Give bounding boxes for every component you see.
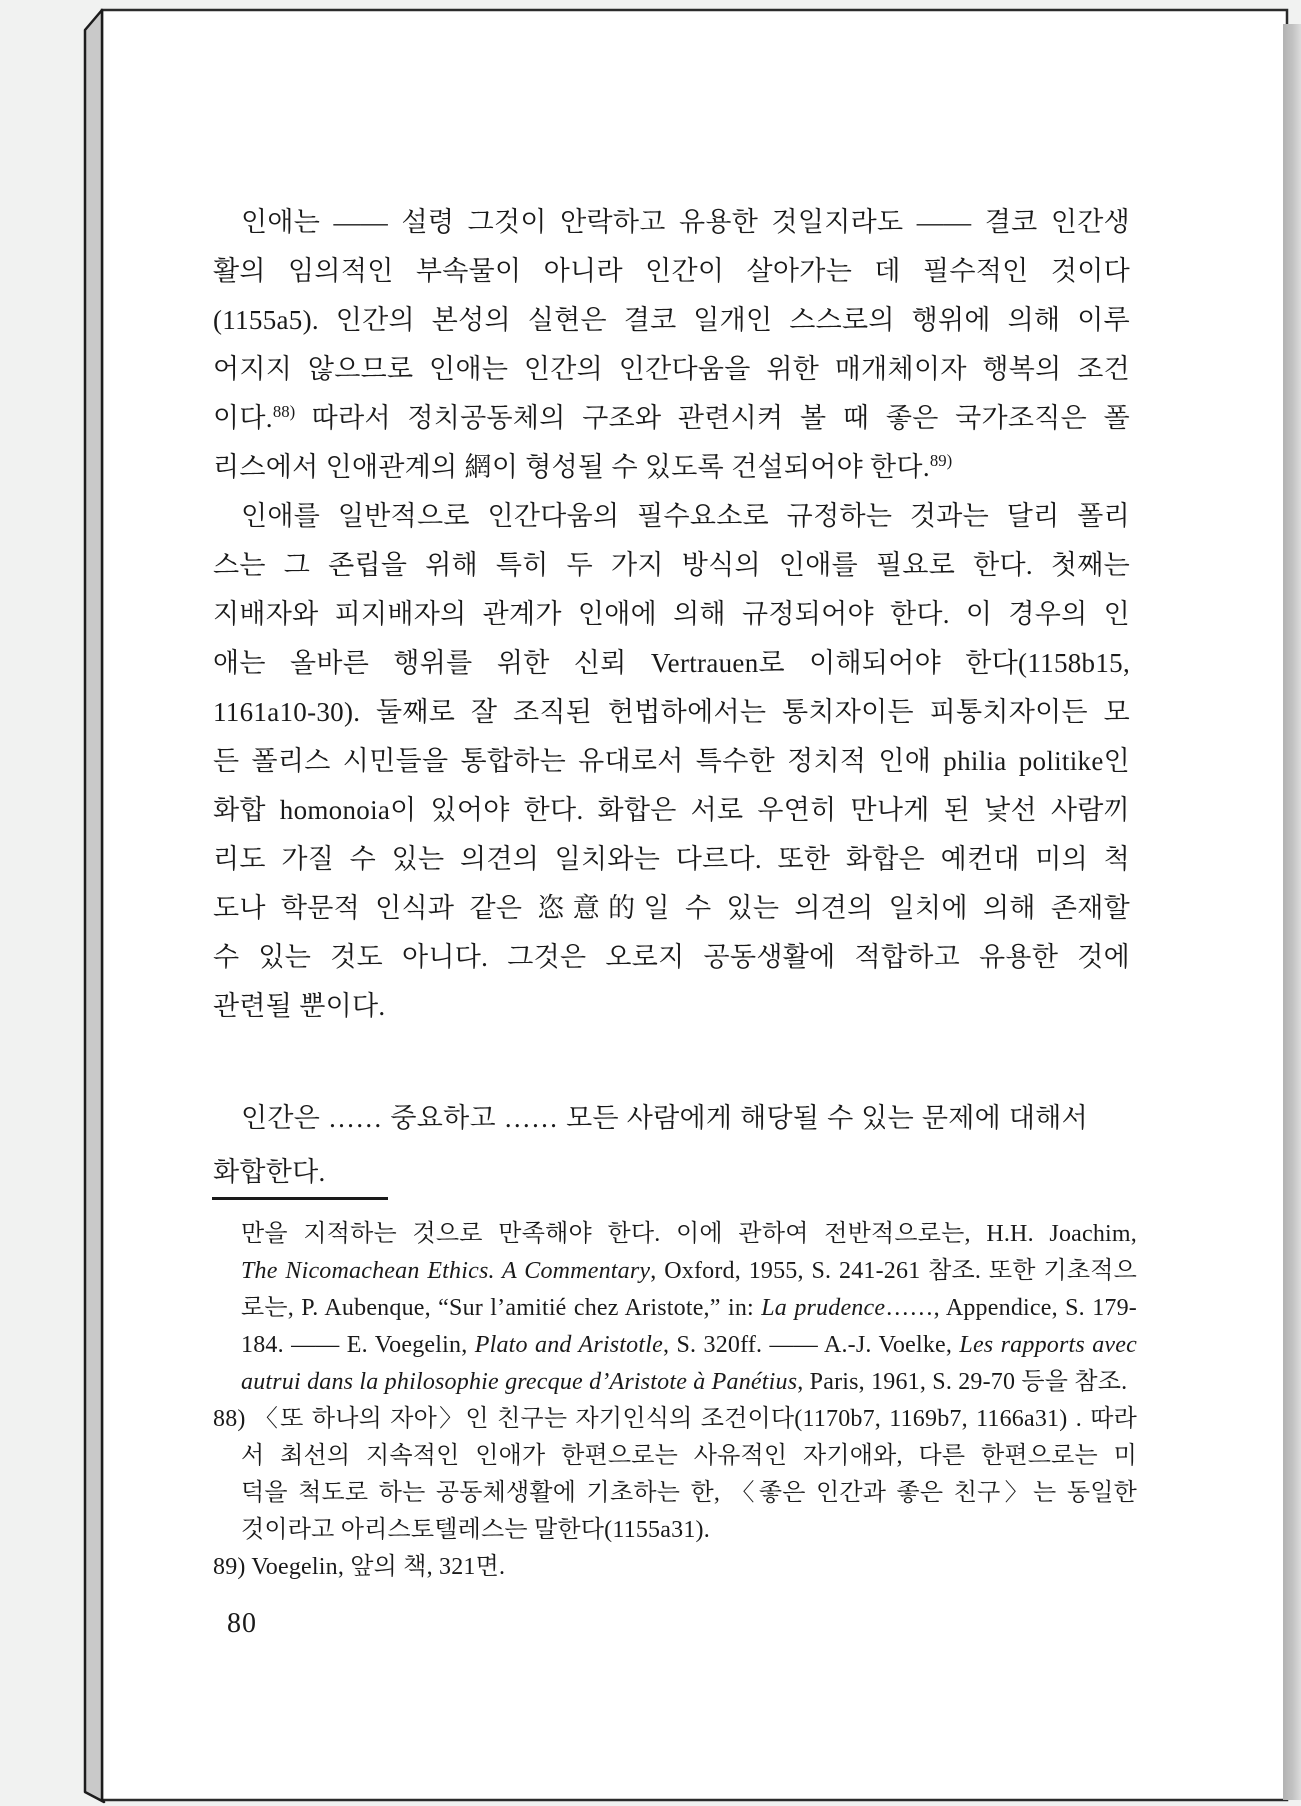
- text-line: 도나 학문적 인식과 같은 恣意的일 수 있는 의견의 일치에 의해 존재할: [213, 893, 1130, 923]
- text-line: 것이라고 아리스토텔레스는 말한다(1155a31).: [241, 1517, 710, 1543]
- text-line: autrui dans la philosophie grecque d’Aristote à Panétius, Paris, 1961, S. 29-70 등을 참조.: [241, 1369, 1128, 1395]
- text-line: 184. ―― E. Voegelin, Plato and Aristotle, S. 320ff. ―― A.-J. Voelke, Les rapports avec: [241, 1332, 1137, 1358]
- spine-edge: [85, 10, 104, 1802]
- text-line: 88) 〈또 하나의 자아〉인 친구는 자기인식의 조건이다(1170b7, 1169b7, 1166a31) . 따라: [213, 1406, 1137, 1432]
- text-line: 관련될 뿐이다.: [213, 991, 386, 1021]
- text-line: 어지지 않으므로 인애는 인간의 인간다움을 위한 매개체이자 행복의 조건: [213, 354, 1130, 384]
- text-line: 인애는 ―― 설령 그것이 안락하고 유용한 것일지라도 ―― 결코 인간생: [241, 207, 1130, 237]
- text-line: 덕을 척도로 하는 공동체생활에 기초하는 한, 〈좋은 인간과 좋은 친구〉는 동일한: [241, 1480, 1137, 1506]
- text-line: 로는, P. Aubenque, “Sur l’amitié chez Aristote,” in: La prudence……, Appendice, S. 179-: [241, 1295, 1137, 1321]
- text-line: 1161a10-30). 둘째로 잘 조직된 헌법하에서는 통치자이든 피통치자이든 모: [213, 697, 1130, 727]
- page-number: 80: [227, 1608, 257, 1639]
- text-line: 화합한다.: [213, 1157, 326, 1187]
- text-line: The Nicomachean Ethics. A Commentary, Oxford, 1955, S. 241-261 참조. 또한 기초적으: [241, 1258, 1137, 1284]
- text-line: (1155a5). 인간의 본성의 실현은 결코 일개인 스스로의 행위에 의해 이루: [213, 305, 1130, 335]
- text-line: 인간은 …… 중요하고 …… 모든 사람에게 해당될 수 있는 문제에 대해서: [241, 1103, 1088, 1133]
- text-line: 든 폴리스 시민들을 통합하는 유대로서 특수한 정치적 인애 philia politike인: [213, 746, 1130, 776]
- text-line: 수 있는 것도 아니다. 그것은 오로지 공동생활에 적합하고 유용한 것에: [213, 942, 1130, 972]
- footnotes: [213, 1216, 1137, 1586]
- text-line: 지배자와 피지배자의 관계가 인애에 의해 규정되어야 한다. 이 경우의 인: [213, 599, 1130, 629]
- text-line: 활의 임의적인 부속물이 아니라 인간이 살아가는 데 필수적인 것이다: [213, 256, 1130, 286]
- text-line: 서 최선의 지속적인 인애가 한편으로는 사유적인 자기애와, 다른 한편으로는 미: [241, 1443, 1137, 1469]
- text-line: 스는 그 존립을 위해 특히 두 가지 방식의 인애를 필요로 한다. 첫째는: [213, 550, 1130, 580]
- text-line: 이다.$^{88)}$ 따라서 정치공동체의 구조와 관련시켜 볼 때 좋은 국가조직은 폴: [213, 402, 1130, 433]
- text-line: 만을 지적하는 것으로 만족해야 한다. 이에 관하여 전반적으로는, H.H. Joachim,: [241, 1221, 1137, 1247]
- text-line: 화합 homonoia이 있어야 한다. 화합은 서로 우연히 만나게 된 낯선 사람끼: [213, 795, 1130, 825]
- text-line: 리스에서 인애관계의 網이 형성될 수 있도록 건설되어야 한다.$^{89)}$: [213, 451, 953, 482]
- text-line: 리도 가질 수 있는 의견의 일치와는 다르다. 또한 화합은 예컨대 미의 척: [213, 844, 1130, 874]
- block-quote: [213, 1091, 1088, 1199]
- body-text: [213, 198, 1130, 1031]
- footnote-separator: [212, 1197, 388, 1200]
- text-line: 89) Voegelin, 앞의 책, 321면.: [213, 1554, 506, 1580]
- text-line: 애는 올바른 행위를 위한 신뢰 Vertrauen로 이해되어야 한다(1158b15,: [213, 648, 1130, 678]
- right-page-stack-edge: [1283, 24, 1301, 1800]
- text-line: 인애를 일반적으로 인간다움의 필수요소로 규정하는 것과는 달리 폴리: [241, 501, 1130, 531]
